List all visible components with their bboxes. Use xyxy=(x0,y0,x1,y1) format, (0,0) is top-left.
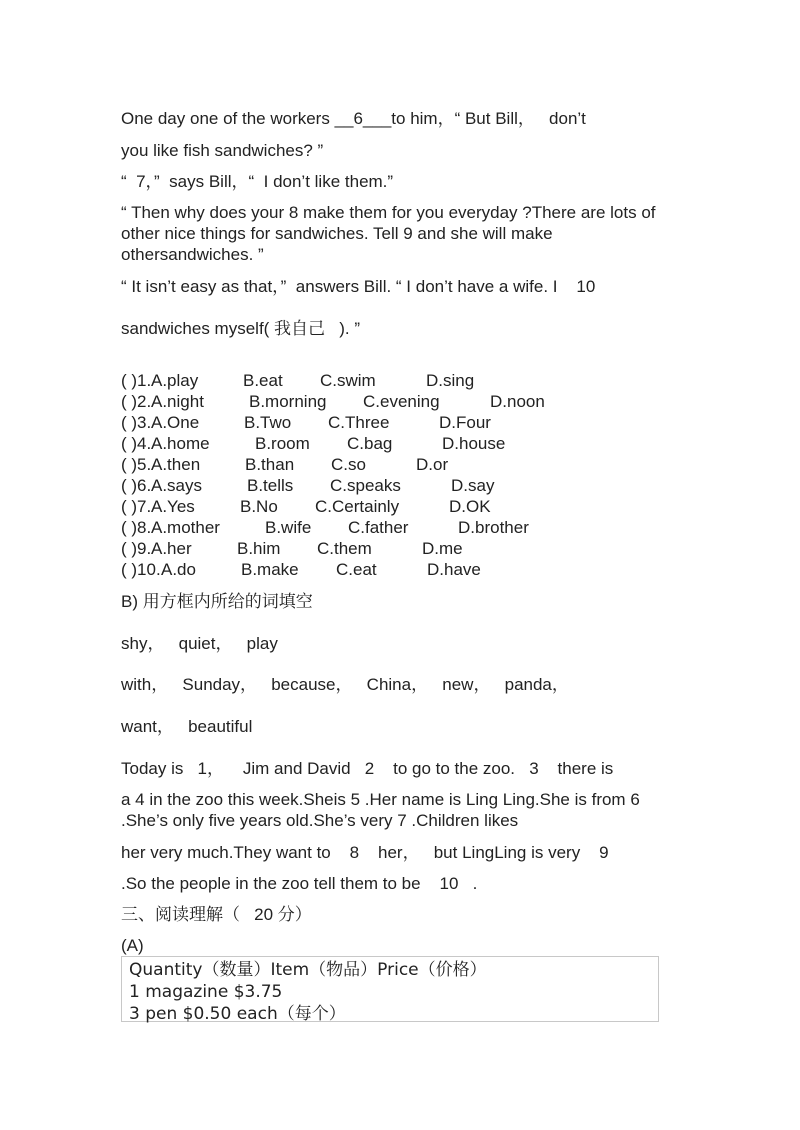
question-number: ( )10. xyxy=(121,560,161,579)
option-c: C.father xyxy=(348,518,409,537)
option-d: D.say xyxy=(451,476,495,495)
section-3-sub: (A) xyxy=(121,936,144,955)
option-c: C.speaks xyxy=(330,476,401,495)
question-number: ( )6. xyxy=(121,476,152,495)
passage2-line-2: a 4 in the zoo this week.Sheis 5 .Her name is Ling Ling.She is from 6 .She’s only five years old.She’s very 7 .Children likes xyxy=(121,790,640,830)
question-number: ( )8. xyxy=(121,518,152,537)
option-b: B.than xyxy=(245,455,295,474)
passage-line-2: you like fish sandwiches? ” xyxy=(121,141,324,160)
option-d: D.sing xyxy=(426,371,475,390)
question-number: ( )9. xyxy=(121,539,152,558)
word-box-line-3: want， beautiful xyxy=(121,717,253,736)
question-number: ( )2. xyxy=(121,392,152,411)
word-box-line-1: shy， quiet， play xyxy=(121,634,278,653)
option-c: C.swim xyxy=(320,371,376,390)
option-c: C.bag xyxy=(347,434,393,453)
option-a: A.her xyxy=(151,539,192,558)
option-b: B.wife xyxy=(265,518,312,537)
passage2-line-4: .So the people in the zoo tell them to be 10 . xyxy=(121,874,478,893)
price-table-header: Quantity（数量）Item（物品）Price（价格） xyxy=(129,960,487,980)
word-box-line-2: with， Sunday， because， China， new， panda， xyxy=(121,675,569,694)
section-b-heading: B) 用方框内所给的词填空 xyxy=(121,592,313,611)
passage2-line-3: her very much.They want to 8 her， but LingLing is very 9 xyxy=(121,843,609,862)
option-b: B.room xyxy=(255,434,310,453)
option-a: A.do xyxy=(161,560,196,579)
price-table-row: 1 magazine $3.75 xyxy=(129,982,283,1002)
option-d: D.brother xyxy=(458,518,529,537)
option-a: A.Yes xyxy=(151,497,195,516)
question-number: ( )7. xyxy=(121,497,152,516)
option-d: D.or xyxy=(416,455,449,474)
option-a: A.home xyxy=(151,434,210,453)
price-table xyxy=(121,956,659,1022)
option-c: C.them xyxy=(317,539,372,558)
option-b: B.eat xyxy=(243,371,283,390)
passage-line-4: “ Then why does your 8 make them for you everyday ?There are lots of other nice things for sandwiches. Tell 9 and she will make othersandwiches. ” xyxy=(121,203,656,264)
option-c: C.Certainly xyxy=(315,497,400,516)
price-table-row: 3 pen $0.50 each（每个） xyxy=(129,1004,346,1024)
passage-line-1: One day one of the workers __6___to him，“ But Bill， don’t xyxy=(121,109,586,128)
option-d: D.me xyxy=(422,539,463,558)
option-b: B.tells xyxy=(247,476,294,495)
passage-line-3: “ 7，” says Bill，“ I don’t like them.” xyxy=(121,172,394,191)
option-a: A.says xyxy=(151,476,203,495)
option-d: D.Four xyxy=(439,413,491,432)
option-a: A.mother xyxy=(151,518,220,537)
option-c: C.so xyxy=(331,455,366,474)
option-a: A.night xyxy=(151,392,204,411)
option-c: C.Three xyxy=(328,413,390,432)
option-b: B.him xyxy=(237,539,281,558)
option-d: D.OK xyxy=(449,497,491,516)
option-a: A.play xyxy=(151,371,199,390)
question-number: ( )3. xyxy=(121,413,152,432)
option-b: B.No xyxy=(240,497,278,516)
option-d: D.noon xyxy=(490,392,545,411)
option-b: B.Two xyxy=(244,413,292,432)
option-b: B.morning xyxy=(249,392,327,411)
section-3-heading: 三、阅读理解（ 20 分） xyxy=(121,905,312,924)
option-a: A.then xyxy=(151,455,201,474)
question-number: ( )4. xyxy=(121,434,152,453)
passage-line-6: sandwiches myself( 我自己 ). ” xyxy=(121,319,360,338)
question-number: ( )5. xyxy=(121,455,152,474)
option-b: B.make xyxy=(241,560,299,579)
option-c: C.evening xyxy=(363,392,440,411)
option-c: C.eat xyxy=(336,560,377,579)
passage-line-5: “ It isn’t easy as that，” answers Bill. “ I don’t have a wife. I 10 xyxy=(121,277,596,296)
option-d: D.house xyxy=(442,434,506,453)
option-d: D.have xyxy=(427,560,481,579)
option-a: A.One xyxy=(151,413,200,432)
question-number: ( )1. xyxy=(121,371,152,390)
passage2-line-1: Today is 1， Jim and David 2 to go to the zoo. 3 there is xyxy=(121,759,614,778)
